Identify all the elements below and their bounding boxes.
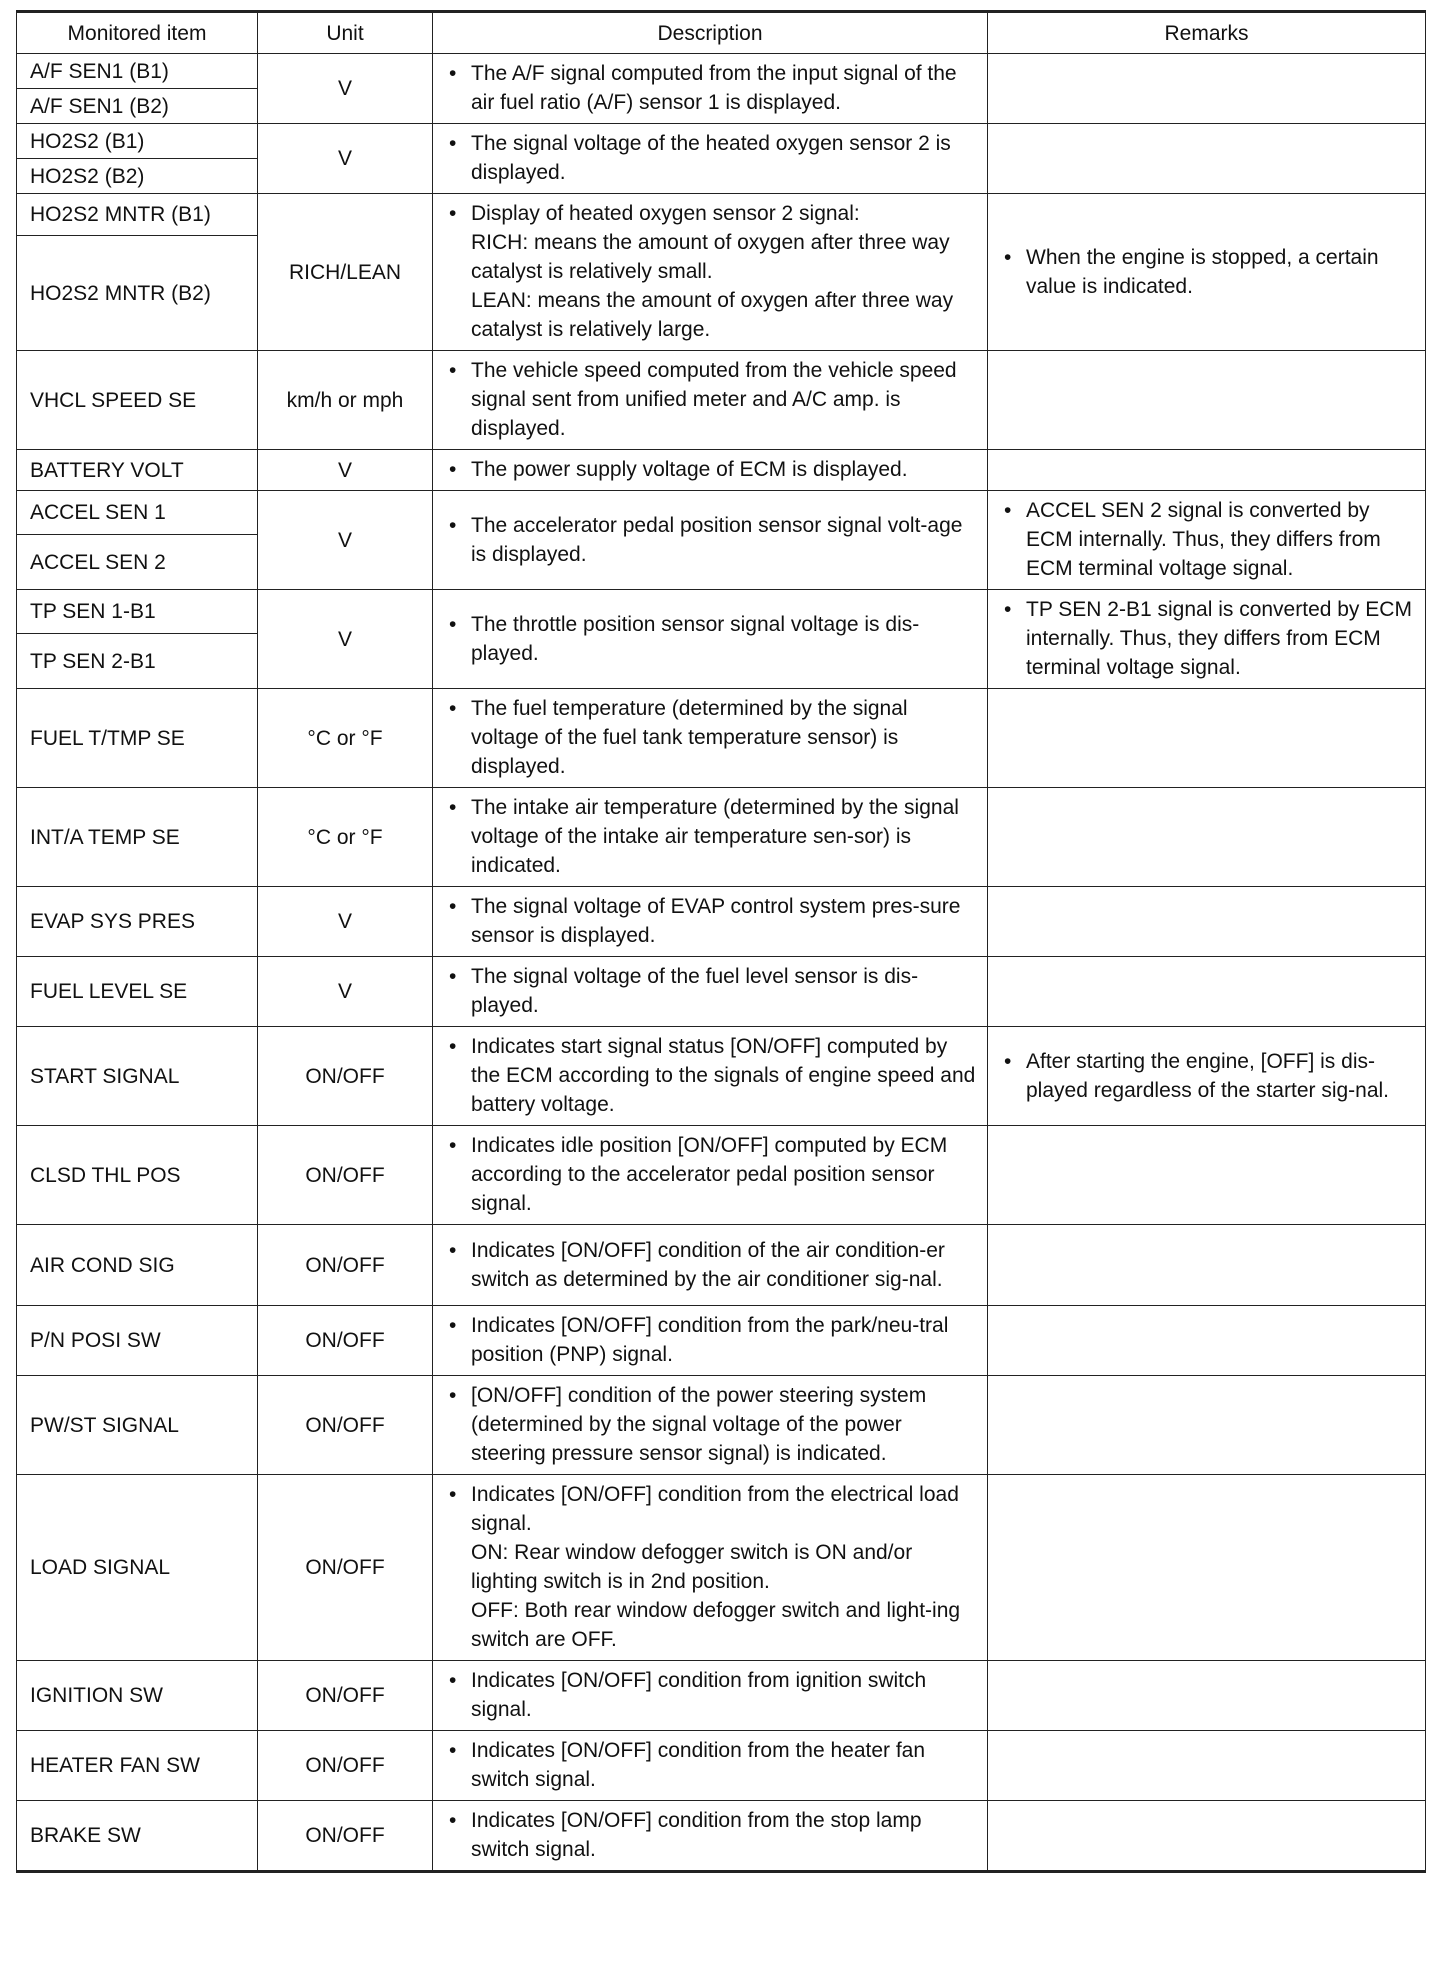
description-cell xyxy=(433,1027,988,1126)
table-row xyxy=(17,590,1426,634)
monitored-item-cell: INT/A TEMP SE xyxy=(17,788,258,887)
table-row xyxy=(17,54,1426,89)
monitored-item-cell: AIR COND SIG xyxy=(17,1225,258,1306)
description-cell xyxy=(433,1661,988,1731)
table-row xyxy=(17,1475,1426,1661)
description-cell xyxy=(433,491,988,590)
header-monitored-item: Monitored item xyxy=(17,12,258,54)
unit-cell: V xyxy=(258,491,433,590)
table-row xyxy=(17,1801,1426,1872)
table-row xyxy=(17,788,1426,887)
remarks-cell xyxy=(988,788,1426,887)
remarks-cell xyxy=(988,491,1426,590)
monitored-item-cell: HO2S2 MNTR (B1) xyxy=(17,194,258,236)
description-cell xyxy=(433,887,988,957)
remarks-cell xyxy=(988,1731,1426,1801)
table-header-row xyxy=(17,12,1426,54)
monitored-item-cell: PW/ST SIGNAL xyxy=(17,1376,258,1475)
unit-cell: V xyxy=(258,54,433,124)
remarks-cell xyxy=(988,450,1426,491)
monitor-table xyxy=(16,10,1426,1873)
description-text: • Indicates [ON/OFF] condition from the park/neu-tral position (PNP) signal. xyxy=(449,1311,977,1369)
unit-cell: ON/OFF xyxy=(258,1027,433,1126)
table-row xyxy=(17,887,1426,957)
table-row xyxy=(17,450,1426,491)
description-text: • [ON/OFF] condition of the power steering system (determined by the signal voltage of the power steering pressure sensor signal) is indicated. xyxy=(449,1381,977,1468)
remarks-cell xyxy=(988,1376,1426,1475)
description-text: • Indicates idle position [ON/OFF] computed by ECM according to the accelerator pedal position sensor signal. xyxy=(449,1131,977,1218)
remarks-cell xyxy=(988,1225,1426,1306)
header-remarks: Remarks xyxy=(988,12,1426,54)
table-row xyxy=(17,1376,1426,1475)
description-cell xyxy=(433,1731,988,1801)
monitored-item-cell: ACCEL SEN 1 xyxy=(17,491,258,535)
header-unit: Unit xyxy=(258,12,433,54)
description-text: • The accelerator pedal position sensor signal volt-age is displayed. xyxy=(449,511,977,569)
table-row xyxy=(17,124,1426,159)
monitored-item-cell: START SIGNAL xyxy=(17,1027,258,1126)
unit-cell: ON/OFF xyxy=(258,1661,433,1731)
description-cell xyxy=(433,1225,988,1306)
table-row xyxy=(17,689,1426,788)
unit-cell: ON/OFF xyxy=(258,1801,433,1872)
description-text: • The signal voltage of the fuel level sensor is dis-played. xyxy=(449,962,977,1020)
table-row xyxy=(17,1126,1426,1225)
remarks-text: • TP SEN 2-B1 signal is converted by ECM internally. Thus, they differs from ECM terminal voltage signal. xyxy=(1004,595,1415,682)
remarks-text: • After starting the engine, [OFF] is dis-played regardless of the starter sig-nal. xyxy=(1004,1047,1415,1105)
monitored-item-cell: CLSD THL POS xyxy=(17,1126,258,1225)
description-text: • The throttle position sensor signal voltage is dis-played. xyxy=(449,610,977,668)
remarks-cell xyxy=(988,1475,1426,1661)
remarks-cell xyxy=(988,689,1426,788)
remarks-cell xyxy=(988,1126,1426,1225)
header-description: Description xyxy=(433,12,988,54)
unit-cell: ON/OFF xyxy=(258,1475,433,1661)
unit-cell: °C or °F xyxy=(258,788,433,887)
table-row xyxy=(17,1731,1426,1801)
remarks-cell xyxy=(988,54,1426,124)
remarks-cell xyxy=(988,351,1426,450)
description-cell xyxy=(433,1801,988,1872)
unit-cell: ON/OFF xyxy=(258,1376,433,1475)
description-text: • The signal voltage of EVAP control system pres-sure sensor is displayed. xyxy=(449,892,977,950)
monitored-item-cell: FUEL T/TMP SE xyxy=(17,689,258,788)
remarks-cell xyxy=(988,887,1426,957)
description-text: • The signal voltage of the heated oxygen sensor 2 is displayed. xyxy=(449,129,977,187)
remarks-cell xyxy=(988,124,1426,194)
description-cell xyxy=(433,957,988,1027)
description-cell xyxy=(433,590,988,689)
monitored-item-cell: P/N POSI SW xyxy=(17,1306,258,1376)
monitored-item-cell: TP SEN 1-B1 xyxy=(17,590,258,634)
description-cell xyxy=(433,1306,988,1376)
remarks-text: • When the engine is stopped, a certain value is indicated. xyxy=(1004,243,1415,301)
table-row xyxy=(17,194,1426,236)
monitored-item-cell: A/F SEN1 (B2) xyxy=(17,89,258,124)
monitored-item-cell: BATTERY VOLT xyxy=(17,450,258,491)
monitored-item-cell: BRAKE SW xyxy=(17,1801,258,1872)
table-row xyxy=(17,957,1426,1027)
remarks-cell xyxy=(988,1027,1426,1126)
description-cell xyxy=(433,689,988,788)
description-text: • Indicates start signal status [ON/OFF] computed by the ECM according to the signals of engine speed and battery voltage. xyxy=(449,1032,977,1119)
description-text: • Indicates [ON/OFF] condition from the electrical load signal. ON: Rear window defogger switch is ON and/or lighting switch is in 2nd position. OFF: Both rear window defogger switch and light-ing switch are OFF. xyxy=(449,1480,977,1654)
table-body xyxy=(17,54,1426,1872)
description-cell xyxy=(433,1475,988,1661)
unit-cell: ON/OFF xyxy=(258,1731,433,1801)
remarks-cell xyxy=(988,194,1426,351)
description-text: • Indicates [ON/OFF] condition from the stop lamp switch signal. xyxy=(449,1806,977,1864)
table-row xyxy=(17,491,1426,535)
unit-cell: ON/OFF xyxy=(258,1225,433,1306)
unit-cell: V xyxy=(258,590,433,689)
remarks-cell xyxy=(988,1306,1426,1376)
unit-cell: °C or °F xyxy=(258,689,433,788)
description-text: • The vehicle speed computed from the vehicle speed signal sent from unified meter and A/C amp. is displayed. xyxy=(449,356,977,443)
description-cell xyxy=(433,1126,988,1225)
description-text: • The A/F signal computed from the input signal of the air fuel ratio (A/F) sensor 1 is displayed. xyxy=(449,59,977,117)
description-text: • The fuel temperature (determined by the signal voltage of the fuel tank temperature sensor) is displayed. xyxy=(449,694,977,781)
description-text: • Indicates [ON/OFF] condition from the heater fan switch signal. xyxy=(449,1736,977,1794)
unit-cell: ON/OFF xyxy=(258,1126,433,1225)
monitored-item-cell: HO2S2 (B1) xyxy=(17,124,258,159)
monitored-item-cell: HO2S2 MNTR (B2) xyxy=(17,236,258,351)
description-text: • Indicates [ON/OFF] condition from ignition switch signal. xyxy=(449,1666,977,1724)
description-cell xyxy=(433,194,988,351)
table-row xyxy=(17,351,1426,450)
table-row xyxy=(17,1661,1426,1731)
monitored-item-cell: A/F SEN1 (B1) xyxy=(17,54,258,89)
monitored-item-cell: HEATER FAN SW xyxy=(17,1731,258,1801)
description-text: • Indicates [ON/OFF] condition of the air condition-er switch as determined by the air conditioner sig-nal. xyxy=(449,1236,977,1294)
remarks-text: • ACCEL SEN 2 signal is converted by ECM internally. Thus, they differs from ECM terminal voltage signal. xyxy=(1004,496,1415,583)
monitored-item-cell: FUEL LEVEL SE xyxy=(17,957,258,1027)
remarks-cell xyxy=(988,957,1426,1027)
monitored-item-cell: LOAD SIGNAL xyxy=(17,1475,258,1661)
description-cell xyxy=(433,788,988,887)
description-text: • The power supply voltage of ECM is displayed. xyxy=(449,455,977,484)
monitored-item-cell: IGNITION SW xyxy=(17,1661,258,1731)
description-cell xyxy=(433,450,988,491)
description-cell xyxy=(433,1376,988,1475)
unit-cell: V xyxy=(258,887,433,957)
monitored-item-cell: VHCL SPEED SE xyxy=(17,351,258,450)
unit-cell: V xyxy=(258,124,433,194)
monitored-item-cell: TP SEN 2-B1 xyxy=(17,634,258,689)
remarks-cell xyxy=(988,1801,1426,1872)
table-row xyxy=(17,1225,1426,1306)
description-cell xyxy=(433,54,988,124)
description-cell xyxy=(433,124,988,194)
unit-cell: V xyxy=(258,450,433,491)
unit-cell: ON/OFF xyxy=(258,1306,433,1376)
description-text: • Display of heated oxygen sensor 2 signal: RICH: means the amount of oxygen after three way catalyst is relatively small. LEAN: means the amount of oxygen after three way catalyst is relatively large. xyxy=(449,199,977,344)
description-text: • The intake air temperature (determined by the signal voltage of the intake air temperature sen-sor) is indicated. xyxy=(449,793,977,880)
remarks-cell xyxy=(988,1661,1426,1731)
unit-cell: V xyxy=(258,957,433,1027)
monitored-item-cell: HO2S2 (B2) xyxy=(17,159,258,194)
table-row xyxy=(17,1306,1426,1376)
monitored-item-cell: EVAP SYS PRES xyxy=(17,887,258,957)
unit-cell: km/h or mph xyxy=(258,351,433,450)
monitored-item-cell: ACCEL SEN 2 xyxy=(17,535,258,590)
description-cell xyxy=(433,351,988,450)
table-row xyxy=(17,1027,1426,1126)
remarks-cell xyxy=(988,590,1426,689)
unit-cell: RICH/LEAN xyxy=(258,194,433,351)
